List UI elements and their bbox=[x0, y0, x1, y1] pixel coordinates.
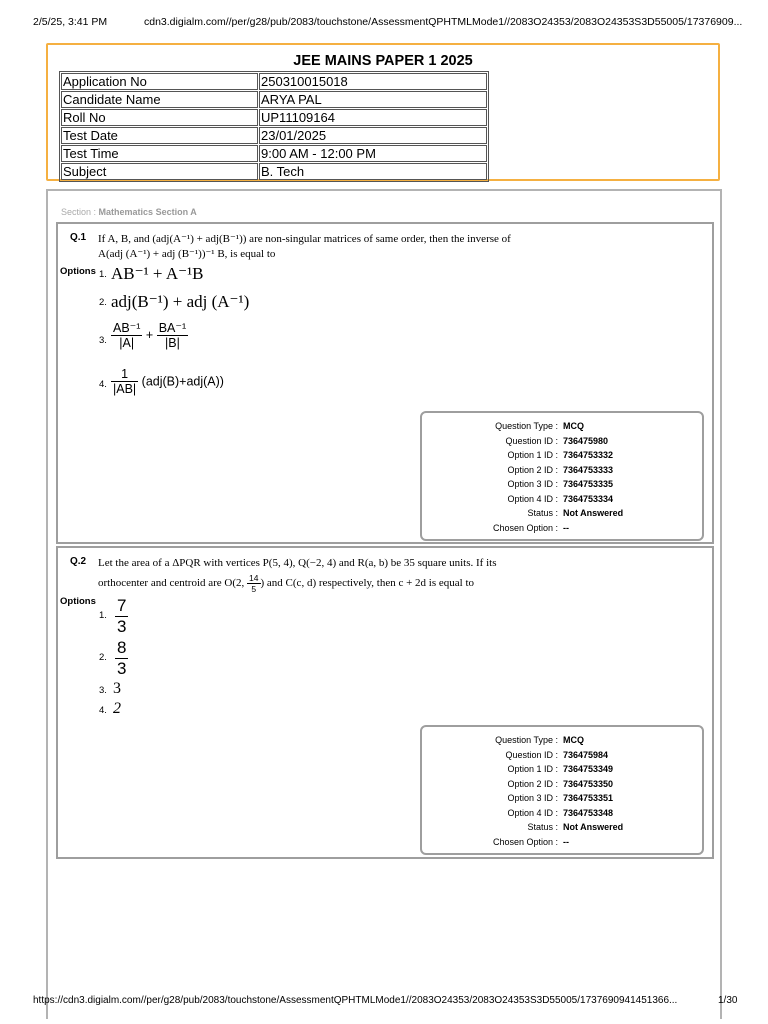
meta-key: Chosen Option : bbox=[492, 836, 558, 847]
option-number: 1. bbox=[99, 610, 107, 621]
table-row bbox=[61, 91, 487, 108]
meta-value: 7364753350 bbox=[563, 778, 614, 789]
table-row bbox=[61, 163, 487, 180]
meta-row bbox=[422, 762, 702, 776]
meta-row bbox=[422, 733, 702, 747]
meta-key: Option 2 ID : bbox=[507, 778, 558, 789]
print-title: cdn3.digialm.com//per/g28/pub/2083/touchstone/AssessmentQPHTMLMode1//2083O24353/2083O24353S3D55005/17376909... bbox=[144, 16, 743, 28]
meta-value: 7364753351 bbox=[563, 793, 614, 803]
meta-row bbox=[422, 835, 702, 849]
fraction bbox=[111, 367, 138, 396]
table-row bbox=[61, 145, 487, 162]
meta-row bbox=[422, 820, 702, 834]
option-number: 3. bbox=[99, 685, 107, 696]
meta-key: Chosen Option : bbox=[492, 522, 558, 533]
meta-key: Question Type : bbox=[495, 735, 558, 745]
meta-row bbox=[422, 477, 702, 491]
cell-value: ARYA PAL bbox=[259, 91, 487, 108]
plus-sign: + bbox=[145, 328, 154, 342]
fraction bbox=[111, 320, 142, 350]
meta-key: Option 3 ID : bbox=[507, 479, 558, 489]
option-2[interactable] bbox=[115, 638, 128, 679]
fraction-numerator: AB⁻¹ bbox=[113, 321, 141, 335]
meta-key: Option 3 ID : bbox=[507, 793, 558, 803]
cell-value: UP11109164 bbox=[259, 109, 487, 126]
option-rest: (adj(B)+adj(A)) bbox=[141, 374, 224, 389]
table-row bbox=[61, 73, 487, 90]
question-meta-box bbox=[420, 411, 704, 541]
meta-value: MCQ bbox=[563, 735, 584, 745]
print-header bbox=[0, 16, 768, 30]
option-number: 1. bbox=[99, 269, 107, 280]
section-label bbox=[61, 207, 197, 217]
cell-key: Test Time bbox=[61, 145, 258, 162]
cell-value: 9:00 AM - 12:00 PM bbox=[259, 145, 487, 162]
fraction bbox=[247, 573, 260, 594]
fraction-numerator: 8 bbox=[117, 638, 127, 657]
meta-value: 736475980 bbox=[563, 435, 609, 446]
meta-key: Status : bbox=[527, 822, 558, 832]
meta-key: Option 4 ID : bbox=[507, 807, 558, 818]
fraction-numerator: BA⁻¹ bbox=[158, 321, 187, 335]
cell-value: 23/01/2025 bbox=[259, 127, 487, 144]
question-text-part: orthocenter and centroid are O(2, bbox=[98, 577, 245, 590]
meta-row bbox=[422, 448, 702, 462]
meta-key: Option 2 ID : bbox=[507, 464, 558, 475]
fraction-denominator: |AB| bbox=[113, 382, 137, 396]
meta-row bbox=[422, 434, 702, 448]
meta-key: Question ID : bbox=[505, 749, 558, 760]
fraction-denominator: 5 bbox=[251, 584, 257, 594]
fraction-numerator: 1 bbox=[111, 367, 138, 382]
fraction-denominator: 3 bbox=[117, 659, 127, 678]
meta-key: Option 1 ID : bbox=[507, 764, 558, 774]
cell-value: B. Tech bbox=[259, 163, 487, 180]
meta-value: 7364753349 bbox=[563, 764, 614, 774]
cell-key: Candidate Name bbox=[61, 91, 258, 108]
meta-row bbox=[422, 506, 702, 520]
cell-key: Application No bbox=[61, 73, 258, 90]
option-4[interactable] bbox=[111, 367, 224, 396]
options-label: Options bbox=[60, 596, 96, 607]
meta-value: 7364753348 bbox=[563, 807, 614, 818]
question-text bbox=[98, 232, 511, 262]
option-number: 4. bbox=[99, 379, 107, 390]
meta-value: -- bbox=[563, 836, 569, 847]
meta-key: Question ID : bbox=[505, 435, 558, 446]
meta-key: Status : bbox=[527, 508, 558, 518]
meta-key: Option 4 ID : bbox=[507, 493, 558, 504]
meta-row bbox=[422, 492, 702, 506]
meta-value: 7364753334 bbox=[563, 493, 614, 504]
fraction bbox=[115, 596, 128, 637]
option-1[interactable] bbox=[115, 596, 128, 637]
fraction-numerator: 7 bbox=[117, 596, 127, 615]
meta-key: Option 1 ID : bbox=[507, 450, 558, 460]
meta-key: Question Type : bbox=[495, 421, 558, 431]
meta-row bbox=[422, 521, 702, 535]
cell-key: Test Date bbox=[61, 127, 258, 144]
section-prefix: Section : bbox=[61, 207, 97, 217]
print-datetime: 2/5/25, 3:41 PM bbox=[33, 16, 108, 28]
meta-row bbox=[422, 419, 702, 433]
fraction bbox=[115, 638, 128, 679]
question-number: Q.2 bbox=[70, 556, 87, 567]
candidate-info-box bbox=[46, 43, 720, 181]
option-number: 3. bbox=[99, 335, 107, 346]
meta-row bbox=[422, 777, 702, 791]
table-row bbox=[61, 127, 487, 144]
fraction-numerator: 14 bbox=[249, 573, 259, 583]
meta-row bbox=[422, 791, 702, 805]
meta-value: Not Answered bbox=[563, 508, 624, 518]
cell-key: Roll No bbox=[61, 109, 258, 126]
section-name: Mathematics Section A bbox=[98, 207, 197, 217]
option-number: 4. bbox=[99, 705, 107, 716]
question-text-part: ) and C(c, d) respectively, then c + 2d is equal to bbox=[260, 577, 475, 590]
cell-value: 250310015018 bbox=[259, 73, 487, 90]
paper-title: JEE MAINS PAPER 1 2025 bbox=[293, 53, 473, 69]
meta-value: -- bbox=[563, 522, 569, 533]
question-text-line: If A, B, and (adj(A⁻¹) + adj(B⁻¹)) are non-singular matrices of same order, then the inverse of bbox=[98, 233, 511, 245]
option-4[interactable]: 2 bbox=[113, 700, 121, 717]
cell-key: Subject bbox=[61, 163, 258, 180]
meta-value: Not Answered bbox=[563, 822, 624, 832]
fraction-denominator: 3 bbox=[117, 617, 127, 636]
candidate-table bbox=[59, 71, 489, 182]
question-text-line: Let the area of a ΔPQR with vertices P(5, 4), Q(−2, 4) and R(a, b) be 35 square units. If its bbox=[98, 557, 497, 569]
options-label: Options bbox=[60, 266, 96, 277]
question-text bbox=[98, 554, 496, 594]
meta-value: 7364753335 bbox=[563, 479, 614, 489]
option-2[interactable]: adj(B⁻¹) + adj (A⁻¹) bbox=[111, 292, 250, 311]
fraction-denominator: |A| bbox=[119, 336, 135, 350]
meta-value: 736475984 bbox=[563, 749, 609, 760]
option-1[interactable]: AB⁻¹ + A⁻¹B bbox=[111, 264, 204, 283]
meta-value: 7364753332 bbox=[563, 450, 614, 460]
question-text-line bbox=[98, 573, 496, 594]
option-number: 2. bbox=[99, 297, 107, 308]
option-3[interactable] bbox=[111, 320, 188, 350]
meta-value: 7364753333 bbox=[563, 464, 614, 475]
fraction-denominator: |B| bbox=[165, 336, 180, 350]
option-number: 2. bbox=[99, 652, 107, 663]
question-meta-box bbox=[420, 725, 704, 855]
question-number: Q.1 bbox=[70, 232, 87, 243]
question-1 bbox=[56, 222, 714, 544]
option-3[interactable]: 3 bbox=[113, 680, 121, 697]
fraction bbox=[157, 320, 188, 350]
meta-row bbox=[422, 463, 702, 477]
print-url: https://cdn3.digialm.com//per/g28/pub/2083/touchstone/AssessmentQPHTMLMode1//2083O24353/2083O24353S3D55005/1737690941451366... bbox=[33, 995, 678, 1006]
page-number: 1/30 bbox=[718, 995, 738, 1006]
table-row bbox=[61, 109, 487, 126]
meta-value: MCQ bbox=[563, 421, 584, 431]
question-2 bbox=[56, 546, 714, 859]
meta-row bbox=[422, 748, 702, 762]
question-text-line: A(adj (A⁻¹) + adj (B⁻¹))⁻¹ B, is equal to bbox=[98, 248, 276, 260]
meta-row bbox=[422, 806, 702, 820]
